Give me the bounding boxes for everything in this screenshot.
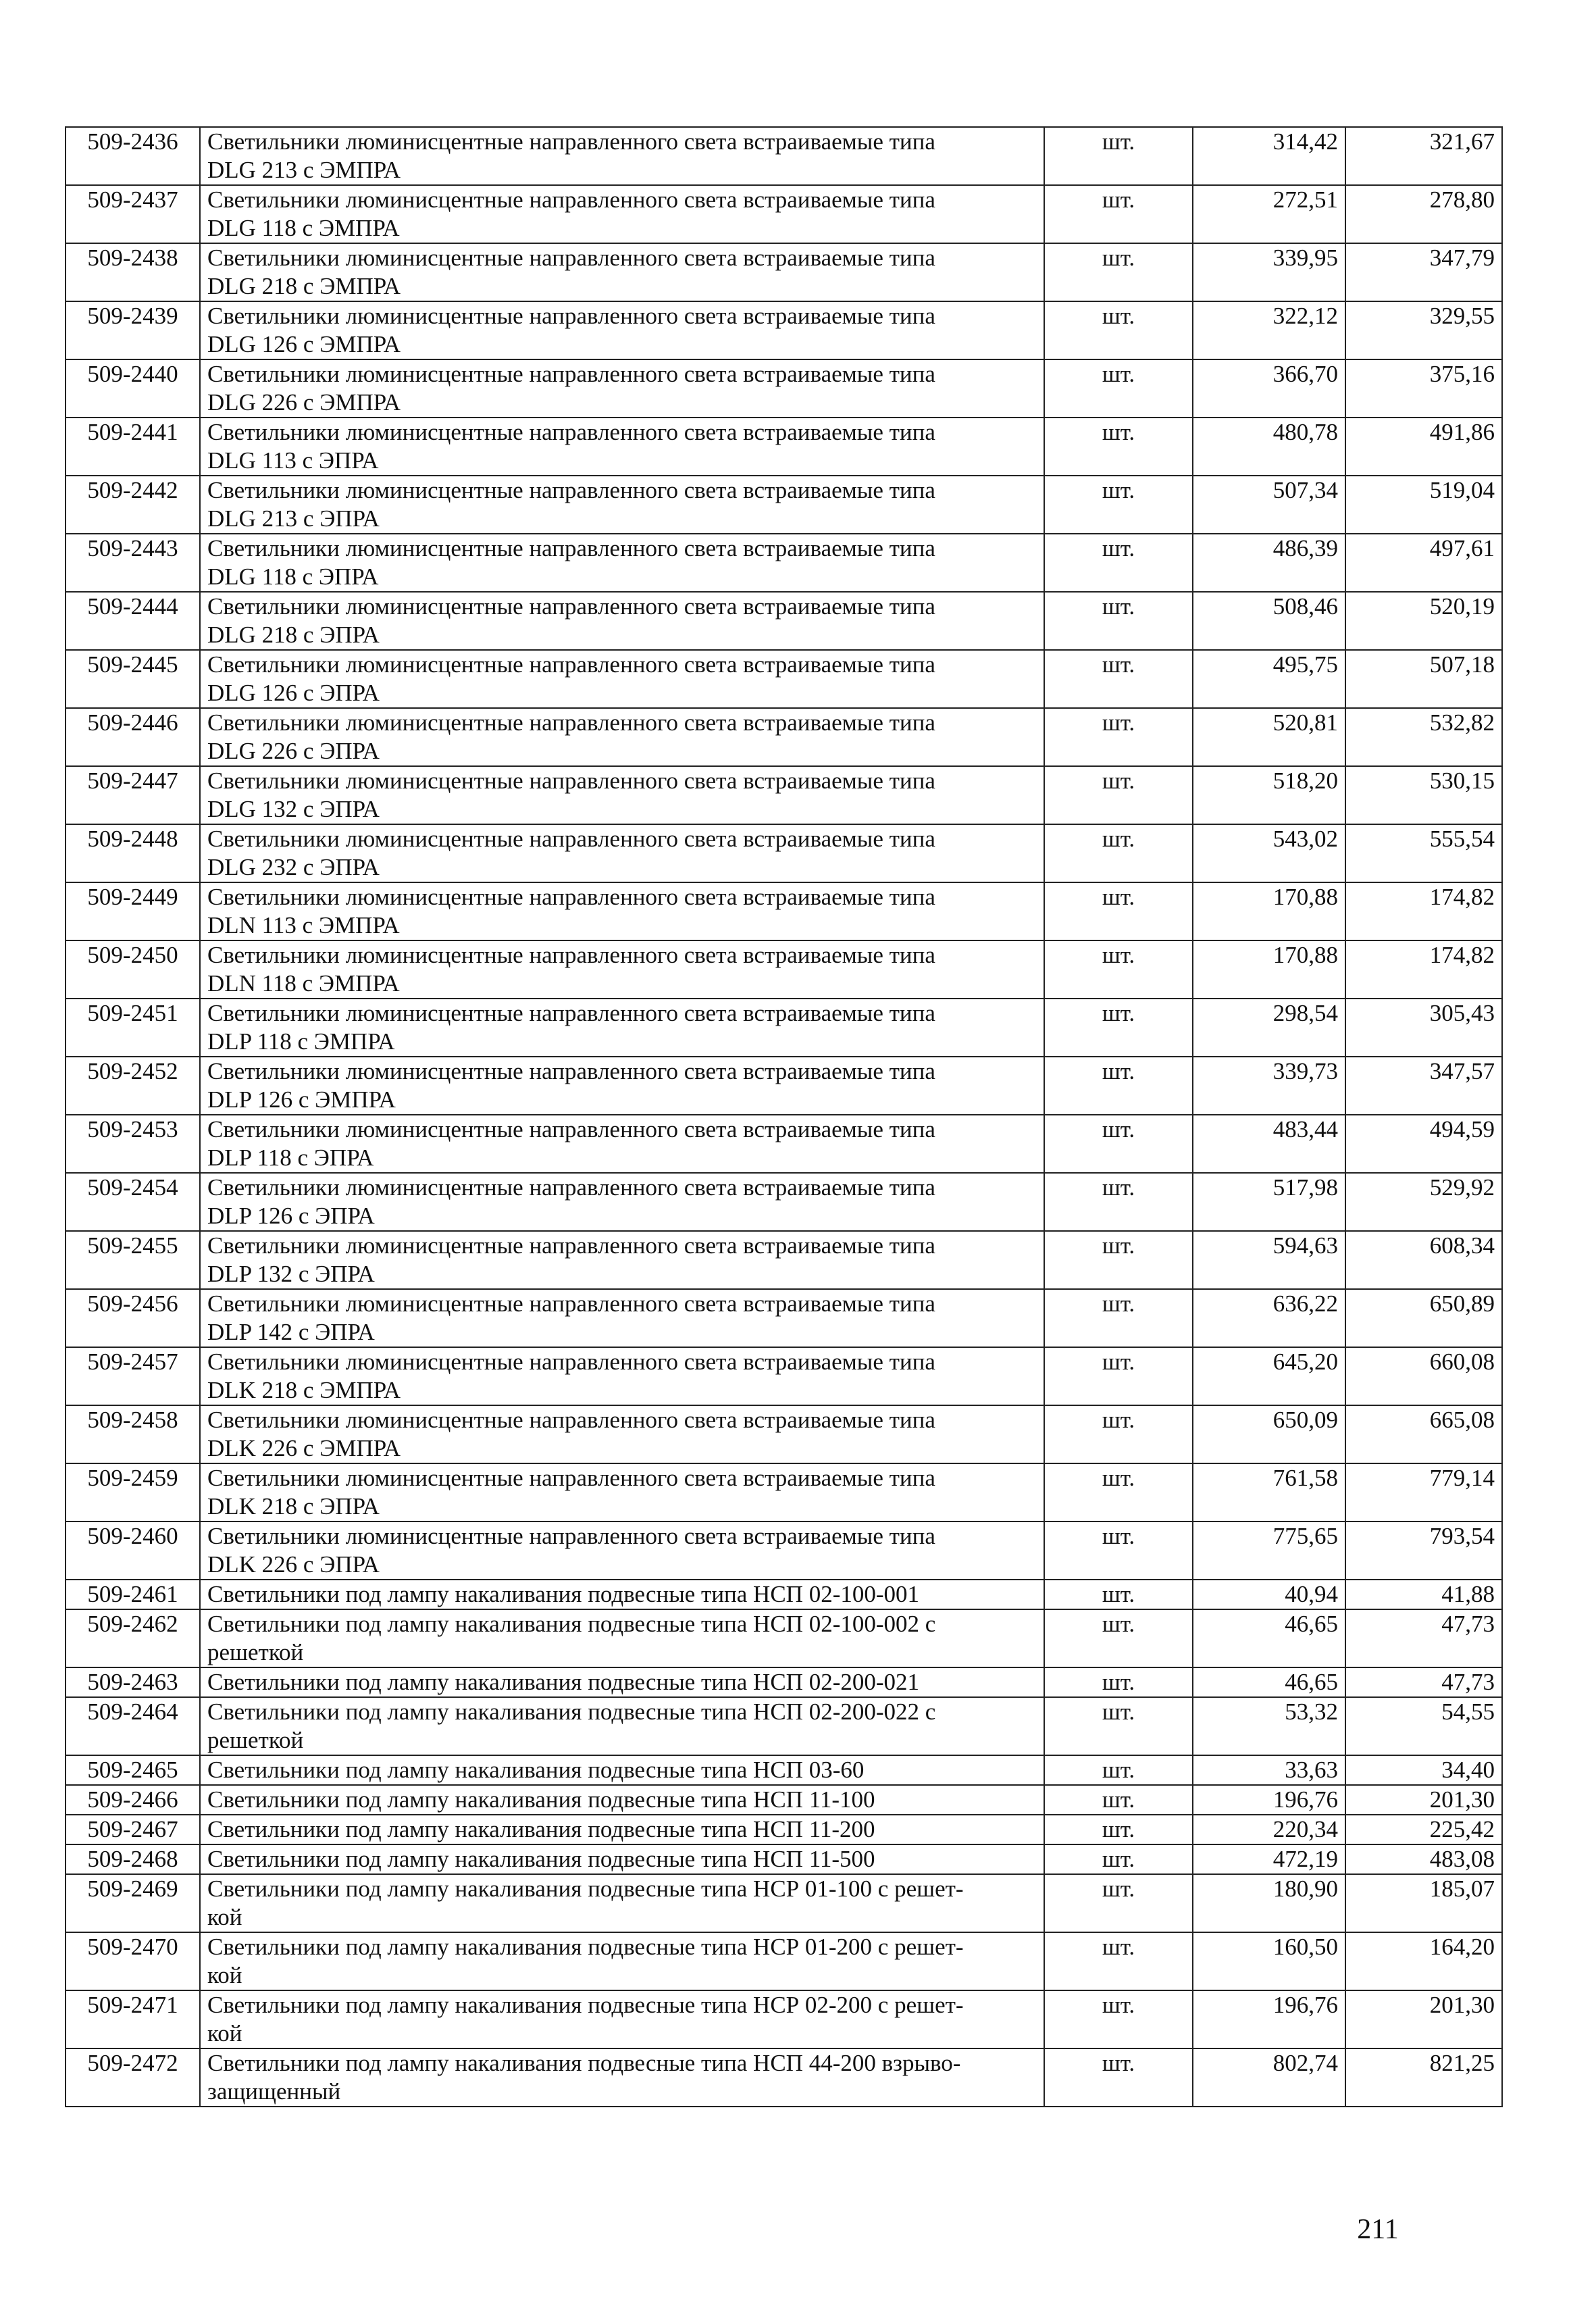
description-line: Светильники люминисцентные направленного света встраиваемые типа [207,1232,935,1259]
description-line: Светильники люминисцентные направленного света встраиваемые типа [207,303,935,329]
item-code: 509-2443 [66,534,200,592]
item-unit: шт. [1044,1521,1193,1580]
item-unit: шт. [1044,1463,1193,1521]
table-row [66,1115,1502,1173]
item-price-2: 41,88 [1345,1580,1502,1609]
item-unit: шт. [1044,534,1193,592]
item-unit: шт. [1044,301,1193,359]
item-unit: шт. [1044,940,1193,999]
item-code: 509-2442 [66,476,200,534]
item-unit: шт. [1044,185,1193,243]
item-description [200,1844,1044,1874]
description-line: DLG 126 с ЭМПРА [207,331,401,357]
item-unit: шт. [1044,1815,1193,1844]
description-line: Светильники люминисцентные направленного света встраиваемые типа [207,593,935,620]
table-row [66,476,1502,534]
description-line: DLG 118 с ЭПРА [207,563,379,590]
table-row [66,534,1502,592]
description-line: Светильники люминисцентные направленного света встраиваемые типа [207,768,935,794]
item-unit: шт. [1044,766,1193,824]
item-unit: шт. [1044,650,1193,708]
item-unit: шт. [1044,1231,1193,1289]
item-code: 509-2441 [66,418,200,476]
item-price-2: 665,08 [1345,1405,1502,1463]
item-price-1: 483,44 [1193,1115,1345,1173]
item-code: 509-2465 [66,1755,200,1785]
item-code: 509-2438 [66,243,200,301]
item-code: 509-2450 [66,940,200,999]
item-unit: шт. [1044,592,1193,650]
item-description [200,476,1044,534]
item-price-1: 761,58 [1193,1463,1345,1521]
item-description [200,1609,1044,1667]
table-row [66,418,1502,476]
description-line: решеткой [207,1639,304,1665]
description-line: Светильники люминисцентные направленного света встраиваемые типа [207,361,935,387]
item-price-2: 491,86 [1345,418,1502,476]
description-line: защищенный [207,2078,341,2105]
item-description [200,1231,1044,1289]
table-row [66,1785,1502,1815]
item-price-2: 34,40 [1345,1755,1502,1785]
description-line: Светильники люминисцентные направленного света встраиваемые типа [207,1290,935,1317]
item-price-2: 174,82 [1345,882,1502,940]
description-line: Светильники люминисцентные направленного света встраиваемые типа [207,419,935,445]
item-code: 509-2448 [66,824,200,882]
item-price-2: 347,57 [1345,1057,1502,1115]
item-code: 509-2437 [66,185,200,243]
item-code: 509-2459 [66,1463,200,1521]
item-price-1: 322,12 [1193,301,1345,359]
item-price-1: 170,88 [1193,882,1345,940]
item-price-2: 519,04 [1345,476,1502,534]
description-line: DLG 132 с ЭПРА [207,796,380,822]
item-unit: шт. [1044,1115,1193,1173]
item-code: 509-2440 [66,359,200,418]
item-price-2: 507,18 [1345,650,1502,708]
item-price-2: 321,67 [1345,127,1502,185]
item-code: 509-2444 [66,592,200,650]
table-row [66,1755,1502,1785]
description-line: DLK 218 с ЭМПРА [207,1377,401,1403]
item-code: 509-2445 [66,650,200,708]
table-row [66,1347,1502,1405]
table-row [66,766,1502,824]
item-description [200,1815,1044,1844]
description-line: Светильники люминисцентные направленного света встраиваемые типа [207,535,935,561]
table-row [66,1932,1502,1990]
description-line: DLG 218 с ЭМПРА [207,273,401,299]
item-price-1: 480,78 [1193,418,1345,476]
item-description [200,592,1044,650]
item-price-1: 520,81 [1193,708,1345,766]
description-line: DLG 213 с ЭМПРА [207,157,401,183]
description-line: Светильники люминисцентные направленного света встраиваемые типа [207,709,935,736]
table-row [66,882,1502,940]
item-price-2: 54,55 [1345,1697,1502,1755]
item-unit: шт. [1044,882,1193,940]
item-code: 509-2454 [66,1173,200,1231]
price-table [65,126,1503,2107]
item-price-2: 532,82 [1345,708,1502,766]
table-row [66,940,1502,999]
description-line: DLG 113 с ЭПРА [207,447,379,474]
item-description [200,766,1044,824]
item-description [200,1347,1044,1405]
item-code: 509-2439 [66,301,200,359]
table-row [66,2048,1502,2107]
item-unit: шт. [1044,1667,1193,1697]
table-row [66,1667,1502,1697]
item-price-2: 375,16 [1345,359,1502,418]
item-price-1: 543,02 [1193,824,1345,882]
table-row [66,1697,1502,1755]
description-line: Светильники люминисцентные направленного света встраиваемые типа [207,826,935,852]
item-code: 509-2463 [66,1667,200,1697]
item-description [200,650,1044,708]
description-line: Светильники под лампу накаливания подвесные типа НСП 11-500 [207,1846,875,1872]
item-price-1: 518,20 [1193,766,1345,824]
item-unit: шт. [1044,1874,1193,1932]
item-price-1: 775,65 [1193,1521,1345,1580]
description-line: Светильники под лампу накаливания подвесные типа НСП 02-100-001 [207,1581,920,1607]
table-row [66,1990,1502,2048]
item-price-2: 47,73 [1345,1667,1502,1697]
item-unit: шт. [1044,243,1193,301]
description-line: Светильники люминисцентные направленного света встраиваемые типа [207,1000,935,1026]
item-description [200,1667,1044,1697]
item-price-2: 660,08 [1345,1347,1502,1405]
table-row [66,1844,1502,1874]
item-price-1: 314,42 [1193,127,1345,185]
table-row [66,999,1502,1057]
item-code: 509-2447 [66,766,200,824]
item-description [200,1874,1044,1932]
item-description [200,1697,1044,1755]
item-description [200,2048,1044,2107]
item-price-2: 821,25 [1345,2048,1502,2107]
table-row [66,1057,1502,1115]
description-line: DLG 126 с ЭПРА [207,680,380,706]
item-unit: шт. [1044,1697,1193,1755]
item-description [200,534,1044,592]
description-line: Светильники под лампу накаливания подвесные типа НСП 02-200-022 с [207,1699,936,1725]
item-description [200,1173,1044,1231]
item-price-1: 46,65 [1193,1667,1345,1697]
description-line: Светильники люминисцентные направленного света встраиваемые типа [207,1174,935,1201]
description-line: DLN 113 с ЭМПРА [207,912,400,938]
description-line: DLN 118 с ЭМПРА [207,970,400,997]
table-row [66,243,1502,301]
item-code: 509-2436 [66,127,200,185]
item-price-1: 802,74 [1193,2048,1345,2107]
description-line: DLG 218 с ЭПРА [207,622,380,648]
table-row [66,1463,1502,1521]
item-unit: шт. [1044,824,1193,882]
description-line: Светильники под лампу накаливания подвесные типа НСП 11-200 [207,1816,875,1842]
item-price-2: 164,20 [1345,1932,1502,1990]
item-price-2: 650,89 [1345,1289,1502,1347]
item-price-2: 483,08 [1345,1844,1502,1874]
description-line: DLK 226 с ЭПРА [207,1551,380,1578]
item-unit: шт. [1044,476,1193,534]
item-description [200,824,1044,882]
item-description [200,882,1044,940]
description-line: Светильники под лампу накаливания подвесные типа НСП 02-100-002 с [207,1611,936,1637]
item-description [200,1405,1044,1463]
description-line: Светильники люминисцентные направленного света встраиваемые типа [207,942,935,968]
item-price-2: 497,61 [1345,534,1502,592]
item-code: 509-2468 [66,1844,200,1874]
table-row [66,1580,1502,1609]
item-code: 509-2467 [66,1815,200,1844]
table-row [66,708,1502,766]
table-row [66,1405,1502,1463]
item-price-2: 555,54 [1345,824,1502,882]
item-code: 509-2470 [66,1932,200,1990]
table-row [66,301,1502,359]
item-description [200,940,1044,999]
item-unit: шт. [1044,359,1193,418]
description-line: кой [207,2020,242,2046]
description-line: Светильники люминисцентные направленного света встраиваемые типа [207,245,935,271]
description-line: Светильники люминисцентные направленного света встраиваемые типа [207,1349,935,1375]
item-code: 509-2460 [66,1521,200,1580]
item-code: 509-2453 [66,1115,200,1173]
description-line: Светильники люминисцентные направленного света встраиваемые типа [207,1465,935,1491]
item-price-2: 174,82 [1345,940,1502,999]
item-unit: шт. [1044,1289,1193,1347]
description-line: DLP 126 с ЭПРА [207,1203,375,1229]
description-line: Светильники под лампу накаливания подвесные типа НСП 03-60 [207,1757,865,1783]
description-line: DLK 218 с ЭПРА [207,1493,380,1519]
page-number: 211 [1357,2214,1399,2245]
item-price-1: 220,34 [1193,1815,1345,1844]
item-description [200,185,1044,243]
item-description [200,1785,1044,1815]
description-line: кой [207,1962,242,1988]
item-unit: шт. [1044,1785,1193,1815]
item-description [200,127,1044,185]
item-price-2: 608,34 [1345,1231,1502,1289]
item-unit: шт. [1044,708,1193,766]
item-unit: шт. [1044,1609,1193,1667]
item-price-1: 196,76 [1193,1785,1345,1815]
item-price-1: 53,32 [1193,1697,1345,1755]
table-row [66,1231,1502,1289]
item-price-2: 185,07 [1345,1874,1502,1932]
item-description [200,359,1044,418]
item-price-2: 494,59 [1345,1115,1502,1173]
item-unit: шт. [1044,1347,1193,1405]
item-price-2: 779,14 [1345,1463,1502,1521]
description-line: DLP 132 с ЭПРА [207,1261,375,1287]
item-description [200,999,1044,1057]
item-code: 509-2466 [66,1785,200,1815]
item-price-2: 529,92 [1345,1173,1502,1231]
item-description [200,1580,1044,1609]
item-description [200,708,1044,766]
description-line: Светильники под лампу накаливания подвесные типа НСР 01-100 с решет- [207,1876,964,1902]
item-price-1: 594,63 [1193,1231,1345,1289]
item-price-2: 329,55 [1345,301,1502,359]
item-code: 509-2458 [66,1405,200,1463]
description-line: Светильники люминисцентные направленного света встраиваемые типа [207,884,935,910]
item-price-1: 40,94 [1193,1580,1345,1609]
table-row [66,592,1502,650]
item-code: 509-2449 [66,882,200,940]
description-line: Светильники люминисцентные направленного света встраиваемые типа [207,1523,935,1549]
table-row [66,127,1502,185]
item-price-1: 650,09 [1193,1405,1345,1463]
table-row [66,359,1502,418]
item-price-2: 47,73 [1345,1609,1502,1667]
item-unit: шт. [1044,127,1193,185]
item-code: 509-2451 [66,999,200,1057]
item-unit: шт. [1044,1173,1193,1231]
description-line: DLG 226 с ЭМПРА [207,389,401,416]
description-line: DLP 118 с ЭПРА [207,1145,374,1171]
table-row [66,824,1502,882]
description-line: Светильники под лампу накаливания подвесные типа НСП 44-200 взрыво- [207,2050,961,2076]
item-price-1: 517,98 [1193,1173,1345,1231]
item-code: 509-2471 [66,1990,200,2048]
item-price-1: 272,51 [1193,185,1345,243]
item-description [200,1463,1044,1521]
item-code: 509-2461 [66,1580,200,1609]
item-unit: шт. [1044,418,1193,476]
item-price-1: 196,76 [1193,1990,1345,2048]
item-unit: шт. [1044,1405,1193,1463]
description-line: Светильники под лампу накаливания подвесные типа НСР 02-200 с решет- [207,1992,964,2018]
description-line: DLG 226 с ЭПРА [207,738,380,764]
table-row [66,185,1502,243]
item-description [200,418,1044,476]
description-line: DLP 126 с ЭМПРА [207,1086,396,1113]
description-line: Светильники люминисцентные направленного света встраиваемые типа [207,128,935,155]
description-line: Светильники люминисцентные направленного света встраиваемые типа [207,477,935,503]
item-code: 509-2452 [66,1057,200,1115]
item-price-2: 520,19 [1345,592,1502,650]
description-line: Светильники люминисцентные направленного света встраиваемые типа [207,651,935,678]
item-description [200,1289,1044,1347]
item-unit: шт. [1044,1755,1193,1785]
item-code: 509-2462 [66,1609,200,1667]
item-price-2: 305,43 [1345,999,1502,1057]
item-price-1: 46,65 [1193,1609,1345,1667]
item-price-1: 507,34 [1193,476,1345,534]
item-description [200,243,1044,301]
item-price-1: 180,90 [1193,1874,1345,1932]
item-description [200,301,1044,359]
item-price-2: 225,42 [1345,1815,1502,1844]
item-price-1: 645,20 [1193,1347,1345,1405]
description-line: DLG 213 с ЭПРА [207,505,380,532]
description-line: решеткой [207,1727,304,1753]
description-line: DLG 232 с ЭПРА [207,854,380,880]
description-line: Светильники люминисцентные направленного света встраиваемые типа [207,1407,935,1433]
item-unit: шт. [1044,1580,1193,1609]
item-price-1: 636,22 [1193,1289,1345,1347]
description-line: DLK 226 с ЭМПРА [207,1435,401,1461]
item-code: 509-2457 [66,1347,200,1405]
item-price-2: 201,30 [1345,1785,1502,1815]
table-row [66,1815,1502,1844]
description-line: Светильники под лампу накаливания подвесные типа НСП 11-100 [207,1786,875,1813]
item-price-1: 339,95 [1193,243,1345,301]
item-code: 509-2455 [66,1231,200,1289]
item-code: 509-2464 [66,1697,200,1755]
item-code: 509-2469 [66,1874,200,1932]
table-row [66,650,1502,708]
item-unit: шт. [1044,1932,1193,1990]
item-price-2: 201,30 [1345,1990,1502,2048]
item-price-2: 347,79 [1345,243,1502,301]
item-price-2: 530,15 [1345,766,1502,824]
item-unit: шт. [1044,2048,1193,2107]
item-price-1: 160,50 [1193,1932,1345,1990]
item-price-1: 508,46 [1193,592,1345,650]
description-line: DLG 118 с ЭМПРА [207,215,400,241]
item-price-1: 170,88 [1193,940,1345,999]
item-unit: шт. [1044,1844,1193,1874]
item-price-2: 793,54 [1345,1521,1502,1580]
description-line: Светильники люминисцентные направленного света встраиваемые типа [207,186,935,213]
table-row [66,1173,1502,1231]
item-price-1: 366,70 [1193,359,1345,418]
item-description [200,1057,1044,1115]
description-line: DLP 118 с ЭМПРА [207,1028,395,1055]
description-line: Светильники люминисцентные направленного света встраиваемые типа [207,1116,935,1142]
table-row [66,1521,1502,1580]
item-code: 509-2456 [66,1289,200,1347]
table-row [66,1289,1502,1347]
description-line: Светильники под лампу накаливания подвесные типа НСР 01-200 с решет- [207,1934,964,1960]
item-description [200,1115,1044,1173]
description-line: DLP 142 с ЭПРА [207,1319,375,1345]
description-line: Светильники под лампу накаливания подвесные типа НСП 02-200-021 [207,1669,920,1695]
table-row [66,1609,1502,1667]
item-unit: шт. [1044,1057,1193,1115]
item-description [200,1990,1044,2048]
item-price-1: 486,39 [1193,534,1345,592]
item-code: 509-2472 [66,2048,200,2107]
item-description [200,1755,1044,1785]
item-unit: шт. [1044,1990,1193,2048]
description-line: кой [207,1904,242,1930]
table-body [66,127,1502,2107]
item-unit: шт. [1044,999,1193,1057]
item-price-1: 298,54 [1193,999,1345,1057]
description-line: Светильники люминисцентные направленного света встраиваемые типа [207,1058,935,1084]
item-description [200,1521,1044,1580]
item-price-1: 339,73 [1193,1057,1345,1115]
table-row [66,1874,1502,1932]
item-description [200,1932,1044,1990]
item-price-1: 472,19 [1193,1844,1345,1874]
item-code: 509-2446 [66,708,200,766]
item-price-2: 278,80 [1345,185,1502,243]
item-price-1: 33,63 [1193,1755,1345,1785]
item-price-1: 495,75 [1193,650,1345,708]
